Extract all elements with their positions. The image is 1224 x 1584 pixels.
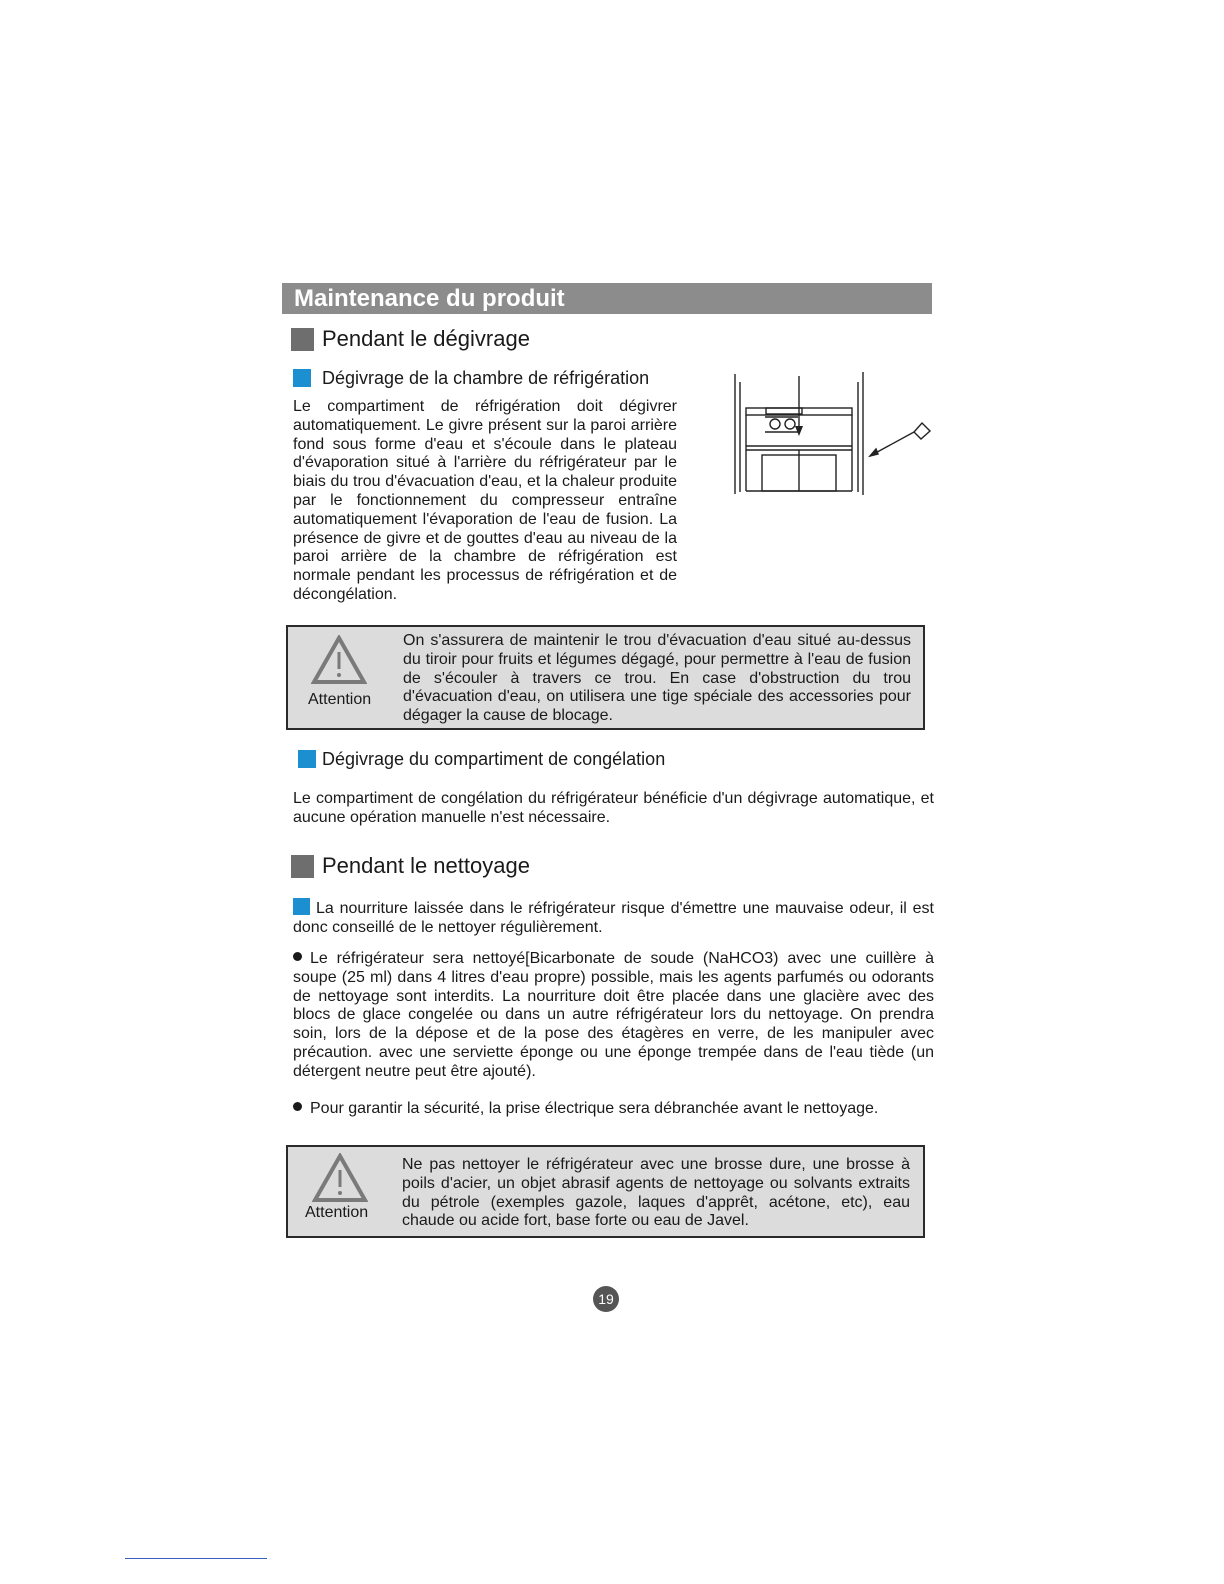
section-heading-text: Pendant le dégivrage [322,326,530,351]
freezer-defrost-paragraph: Le compartiment de congélation du réfrigérateur bénéficie d'un dégivrage automatique, et aucune opération manuelle n'est nécessaire. [293,790,934,826]
warning-triangle-icon [312,1153,368,1203]
page-banner-title: Maintenance du produit [282,283,932,314]
subsection-marker [298,750,316,768]
cleaning-intro-paragraph [293,898,934,938]
bullet-dot-icon [293,1102,302,1111]
cleaning-bullet-2-text: Pour garantir la sécurité, la prise électrique sera débranchée avant le nettoyage. [310,1100,879,1117]
attention-text-cleaning: Ne pas nettoyer le réfrigérateur avec une brosse dure, une brosse à poils d'acier, un objet abrasif agents de nettoyage ou solvants extraits du pétrole (exemples gazole, laques d'apprêt, acétone, etc), eau chaude ou acide fort, base forte ou eau de Javel. [402,1156,910,1230]
subsection-heading-text: Dégivrage de la chambre de réfrigération [322,368,650,388]
warning-triangle-icon [311,635,367,685]
attention-box-cleaning [286,1145,925,1238]
cleaning-bullet-1 [293,950,934,1082]
subsection-heading-text: Dégivrage du compartiment de congélation [322,749,666,769]
section-marker [291,855,314,878]
attention-text-drain: On s'assurera de maintenir le trou d'évacuation d'eau situé au-dessus du tiroir pour fruits et légumes dégagé, pour permettre à l'eau de fusion de s'écouler à travers ce trou. En case d'obstruction du trou d'évacuation d'eau, on utilisera une tige spéciale des accessories pour dégager la cause de blocage. [403,632,911,725]
subsection-marker [293,898,310,915]
attention-box-drain [286,625,925,730]
cleaning-bullet-2 [293,1100,934,1119]
attention-label: Attention [305,1204,369,1221]
page-number-badge: 19 [593,1286,619,1312]
subsection-marker [293,369,311,387]
attention-label: Attention [308,691,372,708]
cleaning-intro-text: La nourriture laissée dans le réfrigérateur risque d'émettre une mauvaise odeur, il est donc conseillé de le nettoyer régulièrement. [293,900,934,936]
fridge-defrost-paragraph: Le compartiment de réfrigération doit dégivrer automatiquement. Le givre présent sur la paroi arrière fond sous forme d'eau et s'écoule dans le plateau d'évaporation situé à l'arrière du réfrigérateur par le biais du trou d'évacuation d'eau, et la chaleur produite par le fonctionnement du compresseur entraîne automatiquement l'évaporation de l'eau de fusion. La présence de givre et de gouttes d'eau au niveau de la paroi arrière de la chambre de réfrigération est normale pendant les processus de réfrigération et de décongélation. [293,398,677,603]
footer-rule [125,1558,267,1559]
section-marker [291,328,314,351]
section-heading-text: Pendant le nettoyage [322,853,530,878]
cleaning-bullet-1-text: Le réfrigérateur sera nettoyé[Bicarbonate de soude (NaHCO3) avec une cuillère à soupe (25 ml) dans 4 litres d'eau propre) possible, mais les agents parfumés ou odorants de nettoyage sont interdits. La nourriture doit être placée dans une glacière avec des blocs de glace congelée ou dans un autre réfrigérateur lors du nettoyage. On prendra soin, lors de la dépose et de la pose des étagères en verre, de les manipuler avec précaution. avec une serviette éponge ou une éponge trempée dans de l'eau tiède (un détergent neutre peut être ajouté). [293,950,934,1080]
bullet-dot-icon [293,952,302,961]
fridge-drain-illustration [730,368,936,500]
